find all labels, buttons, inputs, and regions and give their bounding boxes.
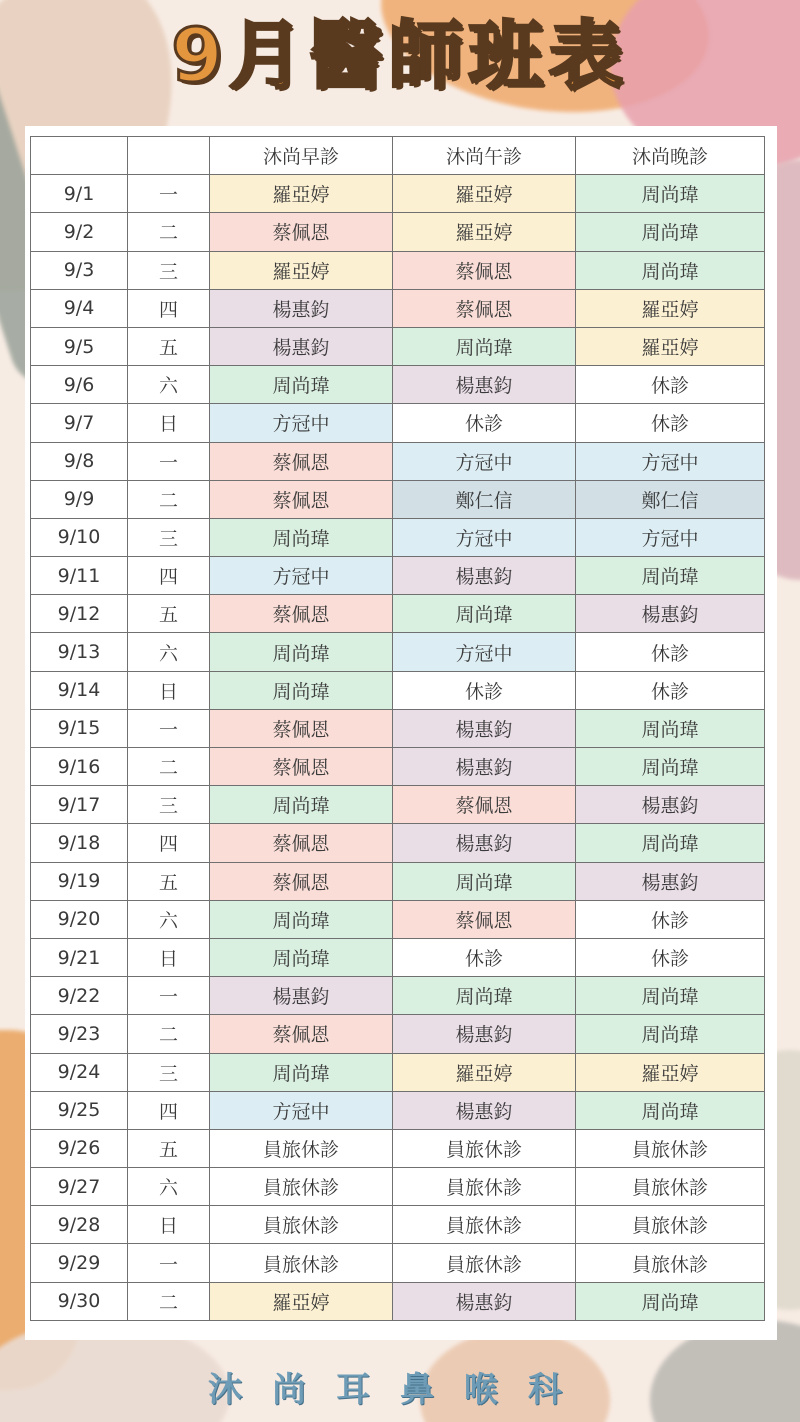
morning-shift-cell: 周尚瑋	[210, 671, 393, 709]
table-row	[31, 327, 765, 365]
weekday-cell: 三	[128, 1053, 210, 1091]
evening-shift-cell: 羅亞婷	[576, 327, 765, 365]
morning-shift-cell: 蔡佩恩	[210, 595, 393, 633]
weekday-cell: 四	[128, 1091, 210, 1129]
morning-shift-cell: 員旅休診	[210, 1129, 393, 1167]
table-row	[31, 595, 765, 633]
evening-shift-cell: 周尚瑋	[576, 748, 765, 786]
weekday-cell: 五	[128, 595, 210, 633]
table-row	[31, 442, 765, 480]
evening-shift-cell: 周尚瑋	[576, 1282, 765, 1320]
afternoon-shift-cell: 楊惠鈞	[393, 366, 576, 404]
date-cell: 9/9	[31, 480, 128, 518]
morning-shift-cell: 蔡佩恩	[210, 1015, 393, 1053]
weekday-cell: 二	[128, 480, 210, 518]
morning-shift-cell: 蔡佩恩	[210, 748, 393, 786]
date-cell: 9/28	[31, 1206, 128, 1244]
evening-shift-cell: 休診	[576, 404, 765, 442]
evening-shift-cell: 羅亞婷	[576, 289, 765, 327]
afternoon-shift-cell: 楊惠鈞	[393, 1091, 576, 1129]
evening-shift-cell: 周尚瑋	[576, 709, 765, 747]
evening-shift-cell: 方冠中	[576, 518, 765, 556]
weekday-cell: 四	[128, 824, 210, 862]
afternoon-shift-cell: 休診	[393, 938, 576, 976]
morning-shift-cell: 周尚瑋	[210, 900, 393, 938]
afternoon-shift-cell: 蔡佩恩	[393, 900, 576, 938]
header-afternoon-session: 沐尚午診	[393, 137, 576, 175]
date-cell: 9/18	[31, 824, 128, 862]
weekday-cell: 一	[128, 709, 210, 747]
date-cell: 9/5	[31, 327, 128, 365]
morning-shift-cell: 周尚瑋	[210, 786, 393, 824]
afternoon-shift-cell: 方冠中	[393, 518, 576, 556]
date-cell: 9/7	[31, 404, 128, 442]
table-row	[31, 175, 765, 213]
morning-shift-cell: 周尚瑋	[210, 366, 393, 404]
date-cell: 9/20	[31, 900, 128, 938]
evening-shift-cell: 周尚瑋	[576, 1015, 765, 1053]
evening-shift-cell: 員旅休診	[576, 1168, 765, 1206]
weekday-cell: 日	[128, 1206, 210, 1244]
evening-shift-cell: 周尚瑋	[576, 977, 765, 1015]
header-evening-session: 沐尚晚診	[576, 137, 765, 175]
date-cell: 9/2	[31, 213, 128, 251]
header-weekday	[128, 137, 210, 175]
evening-shift-cell: 周尚瑋	[576, 557, 765, 595]
table-row	[31, 633, 765, 671]
table-row	[31, 518, 765, 556]
afternoon-shift-cell: 蔡佩恩	[393, 289, 576, 327]
table-row	[31, 824, 765, 862]
date-cell: 9/4	[31, 289, 128, 327]
schedule-body	[31, 175, 765, 1321]
date-cell: 9/23	[31, 1015, 128, 1053]
table-row	[31, 1091, 765, 1129]
evening-shift-cell: 休診	[576, 633, 765, 671]
afternoon-shift-cell: 員旅休診	[393, 1244, 576, 1282]
morning-shift-cell: 周尚瑋	[210, 518, 393, 556]
morning-shift-cell: 楊惠鈞	[210, 977, 393, 1015]
afternoon-shift-cell: 休診	[393, 671, 576, 709]
date-cell: 9/8	[31, 442, 128, 480]
morning-shift-cell: 楊惠鈞	[210, 289, 393, 327]
weekday-cell: 一	[128, 442, 210, 480]
weekday-cell: 六	[128, 366, 210, 404]
table-row	[31, 289, 765, 327]
afternoon-shift-cell: 員旅休診	[393, 1206, 576, 1244]
table-row	[31, 480, 765, 518]
weekday-cell: 二	[128, 1015, 210, 1053]
table-row	[31, 900, 765, 938]
table-row	[31, 1282, 765, 1320]
date-cell: 9/21	[31, 938, 128, 976]
evening-shift-cell: 周尚瑋	[576, 824, 765, 862]
evening-shift-cell: 周尚瑋	[576, 251, 765, 289]
date-cell: 9/10	[31, 518, 128, 556]
date-cell: 9/26	[31, 1129, 128, 1167]
table-row	[31, 862, 765, 900]
table-row	[31, 213, 765, 251]
morning-shift-cell: 羅亞婷	[210, 1282, 393, 1320]
evening-shift-cell: 休診	[576, 938, 765, 976]
afternoon-shift-cell: 鄭仁信	[393, 480, 576, 518]
evening-shift-cell: 員旅休診	[576, 1206, 765, 1244]
date-cell: 9/30	[31, 1282, 128, 1320]
evening-shift-cell: 楊惠鈞	[576, 786, 765, 824]
weekday-cell: 二	[128, 748, 210, 786]
date-cell: 9/17	[31, 786, 128, 824]
evening-shift-cell: 周尚瑋	[576, 1091, 765, 1129]
table-row	[31, 671, 765, 709]
weekday-cell: 五	[128, 1129, 210, 1167]
date-cell: 9/15	[31, 709, 128, 747]
table-row	[31, 251, 765, 289]
evening-shift-cell: 楊惠鈞	[576, 595, 765, 633]
date-cell: 9/27	[31, 1168, 128, 1206]
weekday-cell: 一	[128, 175, 210, 213]
morning-shift-cell: 周尚瑋	[210, 633, 393, 671]
evening-shift-cell: 休診	[576, 366, 765, 404]
evening-shift-cell: 休診	[576, 900, 765, 938]
morning-shift-cell: 員旅休診	[210, 1206, 393, 1244]
weekday-cell: 二	[128, 213, 210, 251]
morning-shift-cell: 方冠中	[210, 557, 393, 595]
table-row	[31, 1129, 765, 1167]
table-row	[31, 404, 765, 442]
evening-shift-cell: 周尚瑋	[576, 213, 765, 251]
weekday-cell: 三	[128, 786, 210, 824]
morning-shift-cell: 蔡佩恩	[210, 442, 393, 480]
afternoon-shift-cell: 周尚瑋	[393, 327, 576, 365]
evening-shift-cell: 鄭仁信	[576, 480, 765, 518]
date-cell: 9/13	[31, 633, 128, 671]
evening-shift-cell: 休診	[576, 671, 765, 709]
date-cell: 9/3	[31, 251, 128, 289]
table-row	[31, 557, 765, 595]
date-cell: 9/14	[31, 671, 128, 709]
afternoon-shift-cell: 羅亞婷	[393, 175, 576, 213]
table-row	[31, 1206, 765, 1244]
morning-shift-cell: 蔡佩恩	[210, 824, 393, 862]
morning-shift-cell: 楊惠鈞	[210, 327, 393, 365]
date-cell: 9/22	[31, 977, 128, 1015]
date-cell: 9/29	[31, 1244, 128, 1282]
morning-shift-cell: 員旅休診	[210, 1168, 393, 1206]
evening-shift-cell: 周尚瑋	[576, 175, 765, 213]
weekday-cell: 四	[128, 289, 210, 327]
afternoon-shift-cell: 周尚瑋	[393, 977, 576, 1015]
weekday-cell: 五	[128, 327, 210, 365]
table-row	[31, 1015, 765, 1053]
date-cell: 9/19	[31, 862, 128, 900]
afternoon-shift-cell: 羅亞婷	[393, 1053, 576, 1091]
afternoon-shift-cell: 楊惠鈞	[393, 748, 576, 786]
weekday-cell: 三	[128, 251, 210, 289]
date-cell: 9/16	[31, 748, 128, 786]
date-cell: 9/11	[31, 557, 128, 595]
date-cell: 9/1	[31, 175, 128, 213]
weekday-cell: 一	[128, 977, 210, 1015]
table-row	[31, 1168, 765, 1206]
weekday-cell: 日	[128, 938, 210, 976]
afternoon-shift-cell: 楊惠鈞	[393, 824, 576, 862]
afternoon-shift-cell: 方冠中	[393, 442, 576, 480]
weekday-cell: 一	[128, 1244, 210, 1282]
afternoon-shift-cell: 員旅休診	[393, 1168, 576, 1206]
morning-shift-cell: 周尚瑋	[210, 1053, 393, 1091]
page-title: 9月醫師班表	[171, 13, 629, 99]
table-row	[31, 977, 765, 1015]
table-row	[31, 786, 765, 824]
table-row	[31, 1053, 765, 1091]
evening-shift-cell: 員旅休診	[576, 1244, 765, 1282]
header-row	[31, 137, 765, 175]
date-cell: 9/25	[31, 1091, 128, 1129]
weekday-cell: 二	[128, 1282, 210, 1320]
header-morning-session: 沐尚早診	[210, 137, 393, 175]
weekday-cell: 六	[128, 633, 210, 671]
evening-shift-cell: 員旅休診	[576, 1129, 765, 1167]
schedule-card	[25, 126, 777, 1340]
morning-shift-cell: 方冠中	[210, 1091, 393, 1129]
morning-shift-cell: 蔡佩恩	[210, 709, 393, 747]
morning-shift-cell: 方冠中	[210, 404, 393, 442]
afternoon-shift-cell: 蔡佩恩	[393, 786, 576, 824]
afternoon-shift-cell: 楊惠鈞	[393, 1015, 576, 1053]
morning-shift-cell: 蔡佩恩	[210, 213, 393, 251]
afternoon-shift-cell: 周尚瑋	[393, 595, 576, 633]
schedule-table	[30, 136, 765, 1321]
header-date	[31, 137, 128, 175]
table-row	[31, 709, 765, 747]
weekday-cell: 六	[128, 1168, 210, 1206]
clinic-name: 沐尚耳鼻喉科	[208, 1370, 592, 1410]
weekday-cell: 三	[128, 518, 210, 556]
date-cell: 9/6	[31, 366, 128, 404]
afternoon-shift-cell: 蔡佩恩	[393, 251, 576, 289]
morning-shift-cell: 蔡佩恩	[210, 862, 393, 900]
weekday-cell: 日	[128, 671, 210, 709]
table-row	[31, 938, 765, 976]
evening-shift-cell: 楊惠鈞	[576, 862, 765, 900]
weekday-cell: 四	[128, 557, 210, 595]
table-row	[31, 366, 765, 404]
afternoon-shift-cell: 楊惠鈞	[393, 709, 576, 747]
weekday-cell: 五	[128, 862, 210, 900]
date-cell: 9/12	[31, 595, 128, 633]
afternoon-shift-cell: 員旅休診	[393, 1129, 576, 1167]
afternoon-shift-cell: 周尚瑋	[393, 862, 576, 900]
morning-shift-cell: 蔡佩恩	[210, 480, 393, 518]
afternoon-shift-cell: 方冠中	[393, 633, 576, 671]
afternoon-shift-cell: 休診	[393, 404, 576, 442]
table-row	[31, 1244, 765, 1282]
afternoon-shift-cell: 楊惠鈞	[393, 557, 576, 595]
afternoon-shift-cell: 羅亞婷	[393, 213, 576, 251]
afternoon-shift-cell: 楊惠鈞	[393, 1282, 576, 1320]
evening-shift-cell: 方冠中	[576, 442, 765, 480]
weekday-cell: 六	[128, 900, 210, 938]
morning-shift-cell: 羅亞婷	[210, 175, 393, 213]
morning-shift-cell: 羅亞婷	[210, 251, 393, 289]
morning-shift-cell: 周尚瑋	[210, 938, 393, 976]
date-cell: 9/24	[31, 1053, 128, 1091]
table-row	[31, 748, 765, 786]
morning-shift-cell: 員旅休診	[210, 1244, 393, 1282]
weekday-cell: 日	[128, 404, 210, 442]
evening-shift-cell: 羅亞婷	[576, 1053, 765, 1091]
